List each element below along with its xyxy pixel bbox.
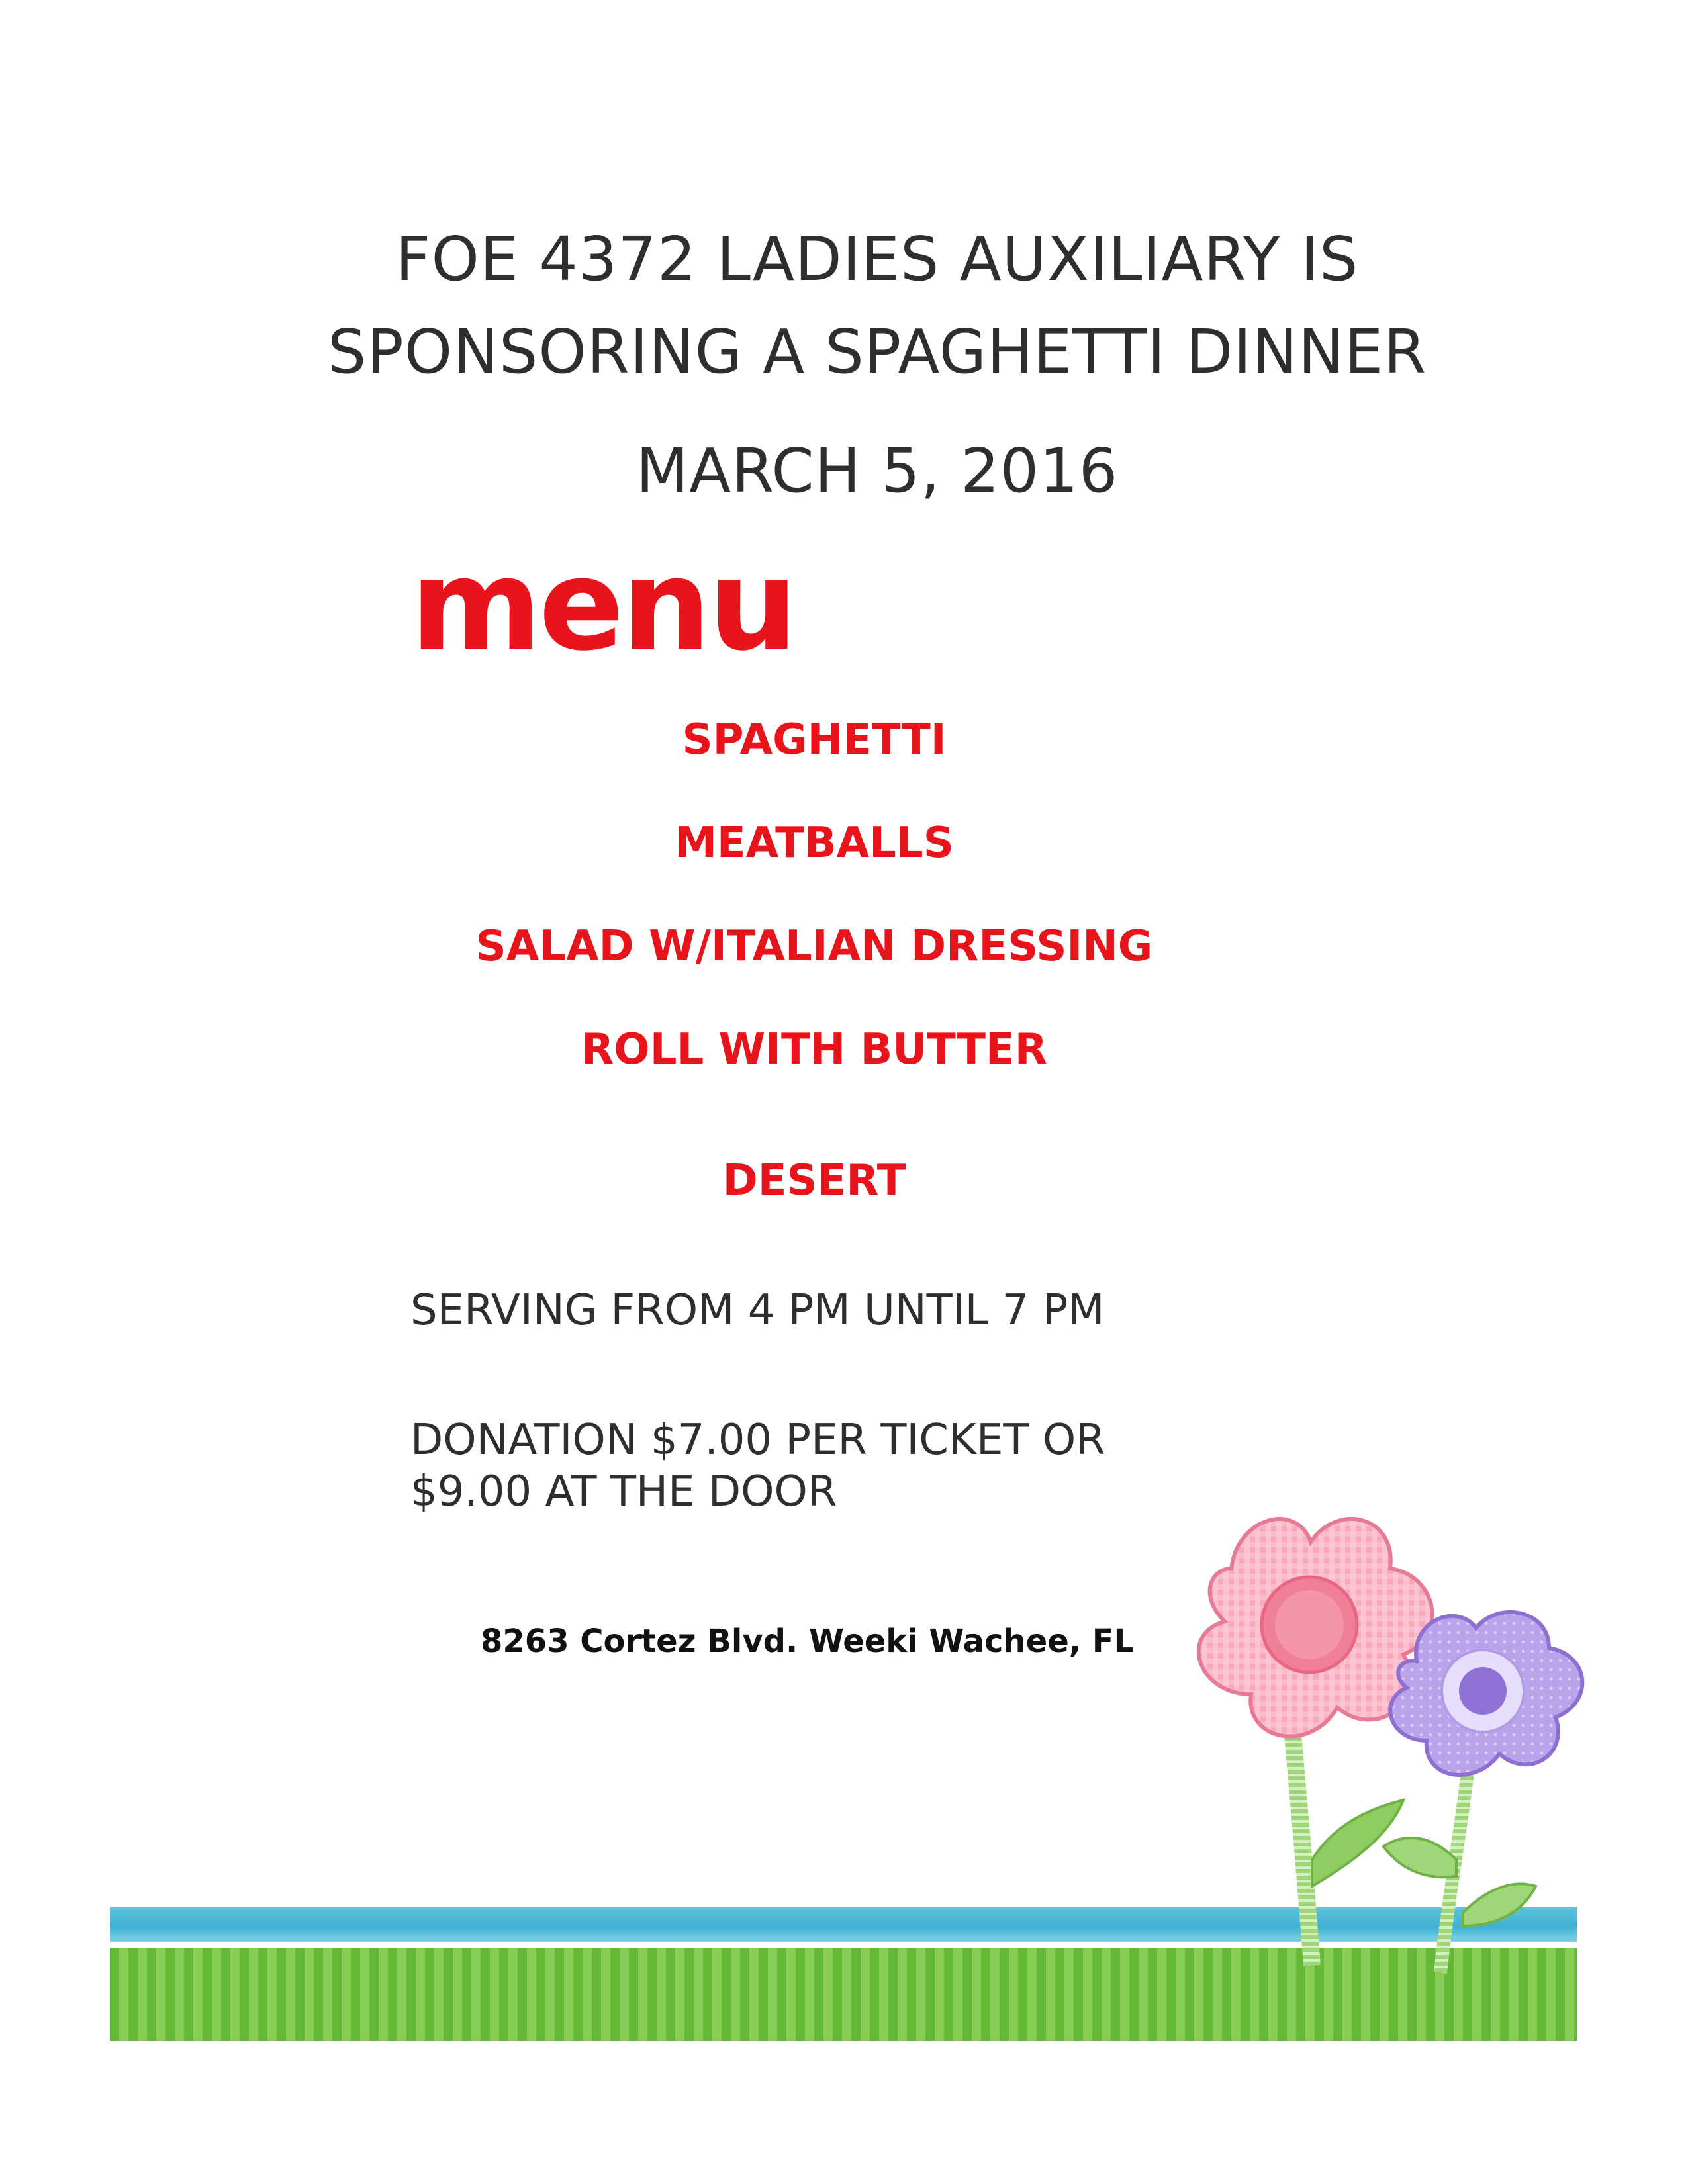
flower-illustration — [1139, 1489, 1589, 1979]
serving-hours: SERVING FROM 4 PM UNTIL 7 PM — [410, 1286, 1105, 1335]
title-line-1: FOE 4372 LADIES AUXILIARY IS — [395, 224, 1359, 295]
donation-line-2: $9.00 AT THE DOOR — [410, 1467, 837, 1516]
menu-item-spaghetti: SPAGHETTI — [682, 715, 947, 764]
menu-item-meatballs: MEATBALLS — [675, 819, 954, 868]
menu-item-roll: ROLL WITH BUTTER — [581, 1025, 1047, 1074]
menu-heading: menu — [410, 532, 796, 678]
title-line-2: SPONSORING A SPAGHETTI DINNER — [327, 316, 1427, 387]
donation-line-1: DONATION $7.00 PER TICKET OR — [410, 1416, 1105, 1465]
menu-item-salad: SALAD W/ITALIAN DRESSING — [475, 922, 1153, 971]
purple-flower-icon — [1383, 1612, 1582, 1972]
event-date: MARCH 5, 2016 — [635, 435, 1119, 506]
menu-item-desert: DESERT — [722, 1156, 906, 1205]
pink-flower-icon — [1199, 1519, 1432, 1966]
event-address: 8263 Cortez Blvd. Weeki Wachee, FL — [481, 1623, 1135, 1660]
